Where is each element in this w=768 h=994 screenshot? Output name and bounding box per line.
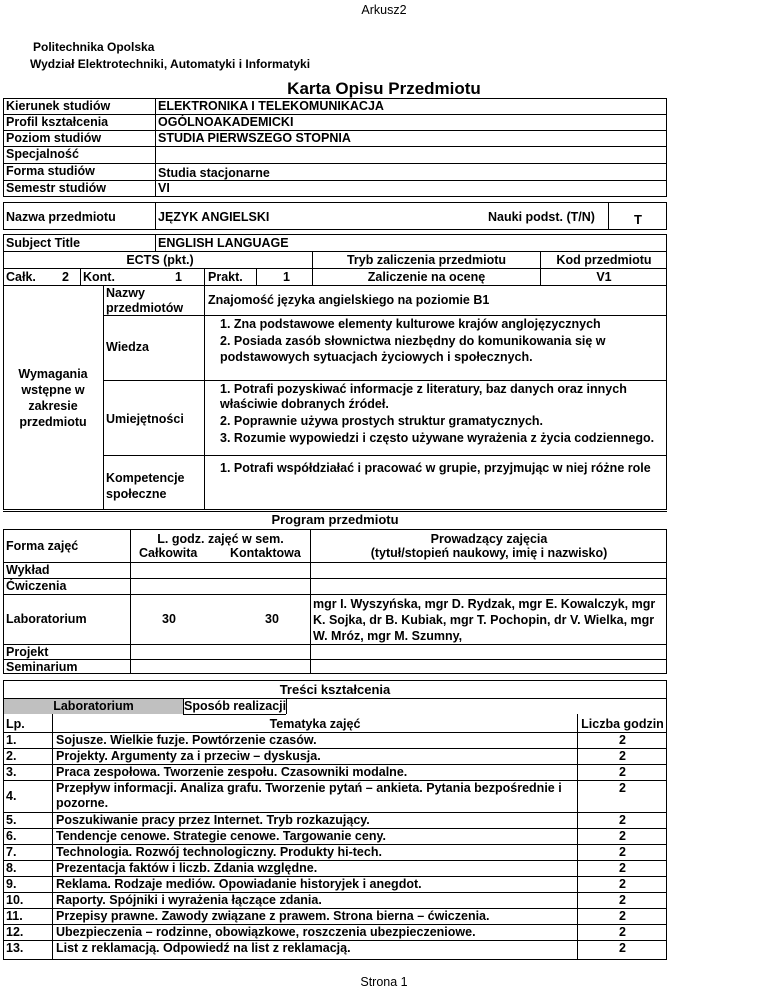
tresci-row-lp: 10. xyxy=(6,893,24,907)
tresci-row-topic: Ubezpieczenia – rodzinne, obowiązkowe, roszczenia ubezpieczeniowe. xyxy=(56,925,476,939)
label-semestr: Semestr studiów xyxy=(6,181,107,195)
prowadzacy-label: Prowadzący zajęcia xyxy=(430,532,548,546)
ects-header: ECTS (pkt.) xyxy=(126,253,194,267)
forma-laboratorium: Laboratorium xyxy=(6,612,87,626)
tryb-label: Tryb zaliczenia przedmiotu xyxy=(346,253,507,267)
tresci-row-lp: 1. xyxy=(6,733,17,747)
ects-total: 2 xyxy=(62,270,69,284)
doc-title: Karta Opisu Przedmiotu xyxy=(287,79,481,98)
tresci-row-hours: 2 xyxy=(619,861,626,875)
ects-total-label: Całk. xyxy=(6,270,36,284)
kompetencje-item-1: 1. Potrafi współdziałać i pracować w grupie, przyjmując w niej różne role xyxy=(220,461,651,475)
tresci-row-hours: 2 xyxy=(619,813,626,827)
tresci-row-lp: 4. xyxy=(6,789,17,803)
tresci-row-hours: 2 xyxy=(619,829,626,843)
forma-seminarium: Seminarium xyxy=(6,660,78,674)
subject-name: JĘZYK ANGIELSKI xyxy=(158,210,270,224)
forma-zajec-label: Forma zajęć xyxy=(6,539,79,553)
forma-wyklad: Wykład xyxy=(6,563,50,577)
tresci-row-lp: 8. xyxy=(6,861,17,875)
lab-prowadzacy: mgr I. Wyszyńska, mgr D. Rydzak, mgr E. Kowalczyk, mgr K. Sojka, dr B. Kubiak, mgr T. Pochopin, dr V. Wielka, mgr W. Mróz, mgr M. Szumny, xyxy=(313,597,656,643)
tresci-row-hours: 2 xyxy=(619,941,626,955)
tresci-row-lp: 7. xyxy=(6,845,17,859)
tresci-row-topic: Sojusze. Wielkie fuzje. Powtórzenie czasów. xyxy=(56,733,317,747)
tab-laboratorium[interactable]: Laboratorium xyxy=(53,699,134,713)
tresci-row-lp: 9. xyxy=(6,877,17,891)
tresci-row-topic: Tendencje cenowe. Strategie cenowe. Targowanie ceny. xyxy=(56,829,386,843)
lab-kont: 30 xyxy=(265,612,279,626)
value-kierunek: ELEKTRONIKA I TELEKOMUNIKACJA xyxy=(158,99,384,113)
value-semestr: VI xyxy=(158,181,170,195)
umiejetnosci-item-3: 3. Rozumie wypowiedzi i często używane wyrażenia z życia codziennego. xyxy=(220,431,655,445)
label-nazwa-przedmiotu: Nazwa przedmiotu xyxy=(6,210,116,224)
tresci-row-topic: Przepływ informacji. Analiza grafu. Tworzenie pytań – ankieta. Pytania bezpośrednie i pozorne. xyxy=(56,781,562,810)
sheet-title: Arkusz2 xyxy=(361,3,407,17)
tresci-row-lp: 6. xyxy=(6,829,17,843)
wiedza-label: Wiedza xyxy=(106,340,149,354)
forma-projekt: Projekt xyxy=(6,645,49,659)
forma-cwiczenia: Ćwiczenia xyxy=(6,579,67,593)
tresci-row-topic: Przepisy prawne. Zawody związane z prawem. Strona bierna – ćwiczenia. xyxy=(56,909,490,923)
label-poziom: Poziom studiów xyxy=(6,131,102,145)
tresci-title: Treści kształcenia xyxy=(279,682,391,697)
tresci-row-topic: Prezentacja faktów i liczb. Zdania względne. xyxy=(56,861,318,875)
ects-prakt-label: Prakt. xyxy=(208,270,243,284)
liczba-godzin-label: Liczba godzin xyxy=(581,717,664,731)
program-title: Program przedmiotu xyxy=(271,512,399,527)
page-footer: Strona 1 xyxy=(360,975,408,989)
umiejetnosci-item-1: 1. Potrafi pozyskiwać informacje z literatury, baz danych oraz innych właściwie dobranych źródeł. xyxy=(220,382,627,411)
tresci-row-topic: Reklama. Rodzaje mediów. Opowiadanie historyjek i anegdot. xyxy=(56,877,422,891)
prowadzacy-sub: (tytuł/stopień naukowy, imię i nazwisko) xyxy=(370,546,608,560)
tresci-row-lp: 5. xyxy=(6,813,17,827)
tresci-row-topic: Praca zespołowa. Tworzenie zespołu. Czasowniki modalne. xyxy=(56,765,408,779)
lab-calk: 30 xyxy=(162,612,176,626)
value-profil: OGÓLNOAKADEMICKI xyxy=(158,115,294,129)
label-nauki: Nauki podst. (T/N) xyxy=(488,210,595,224)
value-poziom: STUDIA PIERWSZEGO STOPNIA xyxy=(158,131,351,145)
kompetencje-label: Kompetencje społeczne xyxy=(106,471,185,501)
tresci-row-hours: 2 xyxy=(619,765,626,779)
umiejetnosci-label: Umiejętności xyxy=(106,412,184,426)
tresci-row-lp: 13. xyxy=(6,941,24,955)
nauki-value: T xyxy=(634,212,642,227)
tresci-row-hours: 2 xyxy=(619,733,626,747)
tematyka-label: Tematyka zajęć xyxy=(269,717,361,731)
tresci-row-lp: 2. xyxy=(6,749,17,763)
tresci-row-hours: 2 xyxy=(619,781,626,795)
tresci-row-topic: List z reklamacją. Odpowiedź na list z reklamacją. xyxy=(56,941,351,955)
tresci-row-lp: 3. xyxy=(6,765,17,779)
label-kierunek: Kierunek studiów xyxy=(6,99,111,113)
tresci-row-topic: Poszukiwanie pracy przez Internet. Tryb rozkazujący. xyxy=(56,813,370,827)
tresci-row-lp: 11. xyxy=(6,909,23,923)
tresci-row-hours: 2 xyxy=(619,909,626,923)
tresci-row-topic: Technologia. Rozwój technologiczny. Produkty hi-tech. xyxy=(56,845,382,859)
nazwy-label: Nazwy przedmiotów xyxy=(106,286,184,315)
label-forma: Forma studiów xyxy=(6,164,95,178)
tresci-row-topic: Projekty. Argumenty za i przeciw – dyskusja. xyxy=(56,749,321,763)
wiedza-item-1: 1. Zna podstawowe elementy kulturowe krajów anglojęzycznych xyxy=(220,317,601,331)
kod-value: V1 xyxy=(596,270,612,284)
kod-label: Kod przedmiotu xyxy=(556,253,652,267)
subject-title: ENGLISH LANGUAGE xyxy=(158,236,289,250)
tab-sposob-realizacji[interactable]: Sposób realizacji xyxy=(184,699,287,713)
label-specjalnosc: Specjalność xyxy=(6,147,79,161)
calk-label: Całkowita xyxy=(139,546,198,560)
tresci-row-topic: Raporty. Spójniki i wyrażenia łączące zdania. xyxy=(56,893,322,907)
lp-label: Lp. xyxy=(6,717,25,731)
label-subject-title: Subject Title xyxy=(6,236,81,250)
tresci-row-hours: 2 xyxy=(619,877,626,891)
tresci-row-hours: 2 xyxy=(619,925,626,939)
wymagania-label: Wymagania wstępne w zakresie przedmiotu xyxy=(18,367,88,429)
tresci-row-hours: 2 xyxy=(619,893,626,907)
kont-label: Kontaktowa xyxy=(230,546,301,560)
tresci-row-hours: 2 xyxy=(619,845,626,859)
tresci-row-hours: 2 xyxy=(619,749,626,763)
umiejetnosci-item-2: 2. Poprawnie używa prostych struktur gramatycznych. xyxy=(220,414,544,428)
wiedza-item-2: 2. Posiada zasób słownictwa niezbędny do komunikowania się w podstawowych sytuacjach życiowych i społecznych. xyxy=(220,334,606,364)
tresci-row-lp: 12. xyxy=(6,925,24,939)
label-profil: Profil kształcenia xyxy=(6,115,109,129)
faculty: Wydział Elektrotechniki, Automatyki i Informatyki xyxy=(30,57,311,71)
ects-kont: 1 xyxy=(175,270,182,284)
ects-kont-label: Kont. xyxy=(83,270,115,284)
nazwy-value: Znajomość języka angielskiego na poziomie B1 xyxy=(208,293,490,307)
tryb-value: Zaliczenie na ocenę xyxy=(367,270,486,284)
value-forma: Studia stacjonarne xyxy=(158,166,270,180)
hours-label: L. godz. zajęć w sem. xyxy=(157,532,284,546)
ects-prakt: 1 xyxy=(283,270,290,284)
university: Politechnika Opolska xyxy=(33,40,155,54)
